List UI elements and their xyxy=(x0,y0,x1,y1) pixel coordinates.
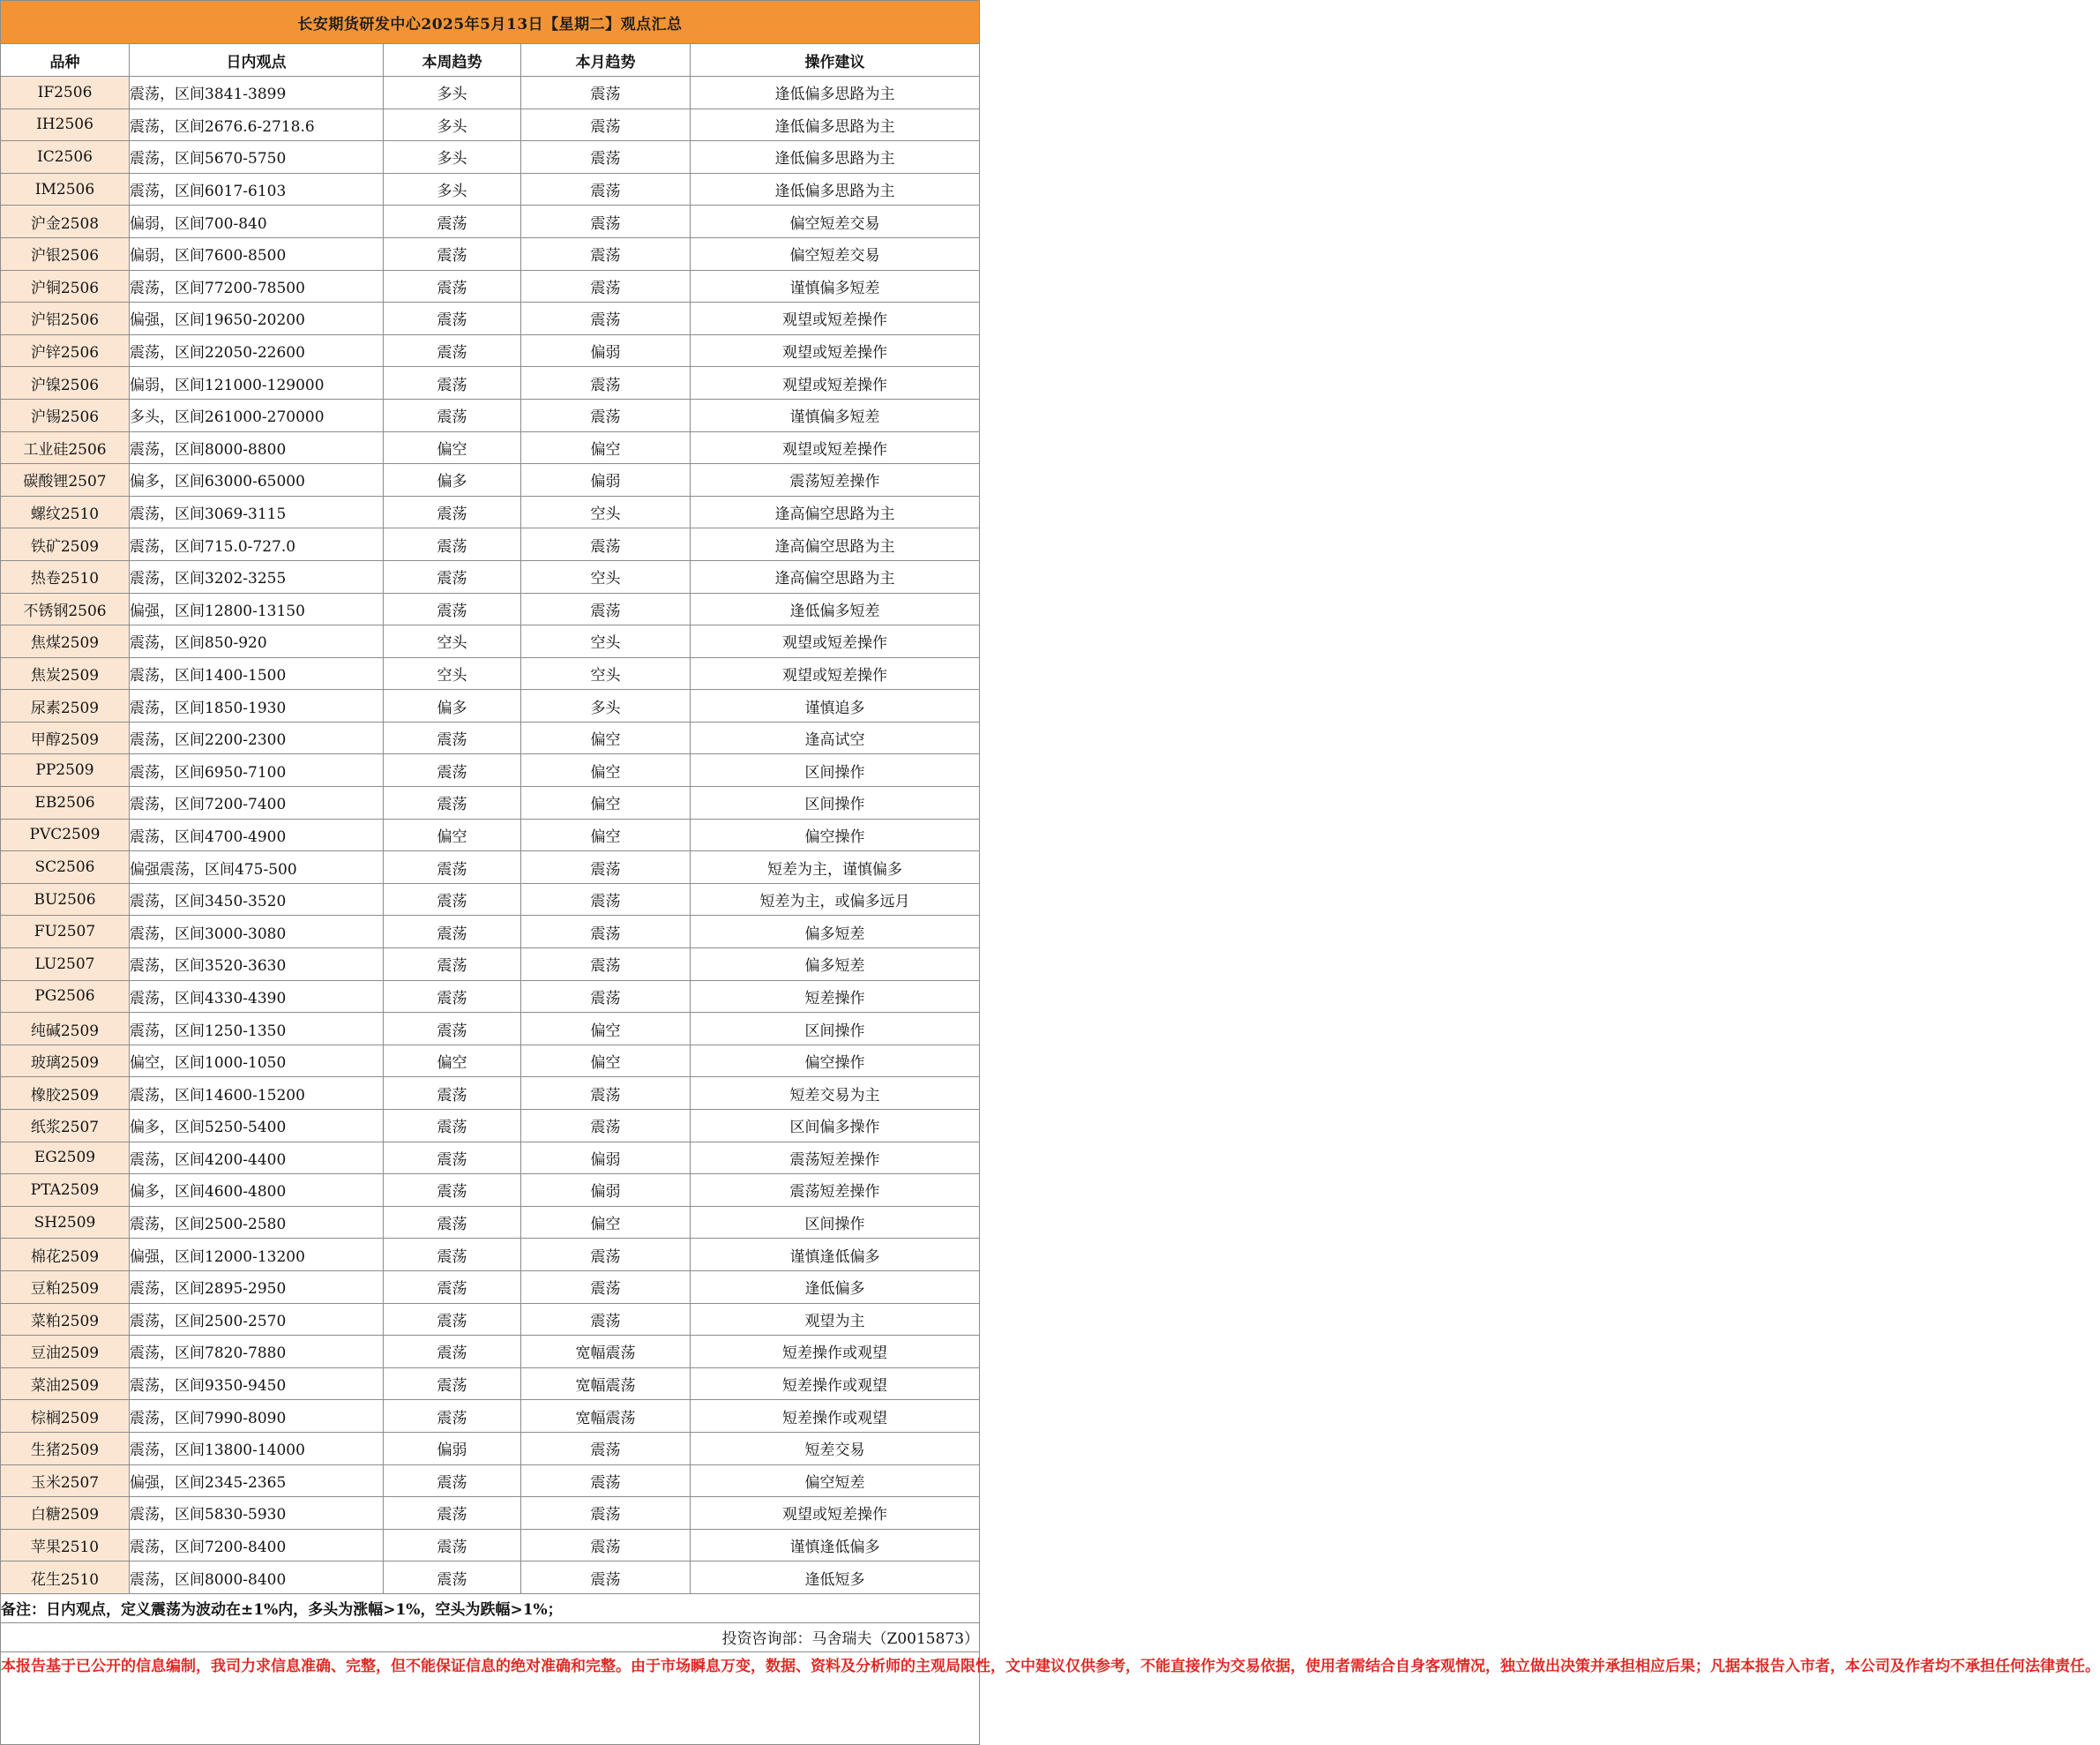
table-row xyxy=(1,851,980,884)
symbol-cell: 纯碱2509 xyxy=(1,1013,130,1045)
symbol-cell: 沪锌2506 xyxy=(1,334,130,367)
weekly-trend-cell: 震荡 xyxy=(384,1270,521,1303)
table-row xyxy=(1,1464,980,1497)
symbol-cell: IH2506 xyxy=(1,109,130,141)
advice-cell: 观望或短差操作 xyxy=(691,303,980,335)
symbol-cell: 苹果2510 xyxy=(1,1529,130,1562)
intraday-view-cell: 震荡，区间6017-6103 xyxy=(130,173,384,206)
intraday-view-cell: 偏多，区间5250-5400 xyxy=(130,1110,384,1142)
advice-cell: 观望或短差操作 xyxy=(691,625,980,658)
report-title: 长安期货研发中心2025年5月13日【星期二】观点汇总 xyxy=(1,1,980,44)
intraday-view-cell: 震荡，区间2200-2300 xyxy=(130,722,384,754)
table-row xyxy=(1,399,980,431)
table-row xyxy=(1,625,980,658)
column-header-intraday: 日内观点 xyxy=(130,44,384,77)
monthly-trend-cell: 震荡 xyxy=(521,528,691,561)
table-row xyxy=(1,1174,980,1207)
advice-cell: 区间偏多操作 xyxy=(691,1110,980,1142)
table-row xyxy=(1,1270,980,1303)
weekly-trend-cell: 偏多 xyxy=(384,690,521,723)
monthly-trend-cell: 多头 xyxy=(521,690,691,723)
monthly-trend-cell: 震荡 xyxy=(521,206,691,238)
weekly-trend-cell: 震荡 xyxy=(384,560,521,593)
intraday-view-cell: 震荡，区间715.0-727.0 xyxy=(130,528,384,561)
advice-cell: 逢低偏多思路为主 xyxy=(691,141,980,174)
monthly-trend-cell: 震荡 xyxy=(521,1110,691,1142)
advice-cell: 区间操作 xyxy=(691,787,980,820)
intraday-view-cell: 震荡，区间2676.6-2718.6 xyxy=(130,109,384,141)
weekly-trend-cell: 震荡 xyxy=(384,496,521,528)
advice-cell: 逢低短多 xyxy=(691,1562,980,1594)
symbol-cell: 沪银2506 xyxy=(1,237,130,270)
table-row xyxy=(1,77,980,109)
intraday-view-cell: 偏强，区间2345-2365 xyxy=(130,1464,384,1497)
advice-cell: 区间操作 xyxy=(691,1013,980,1045)
advice-cell: 观望为主 xyxy=(691,1303,980,1336)
weekly-trend-cell: 偏空 xyxy=(384,1045,521,1077)
advice-cell: 区间操作 xyxy=(691,1206,980,1239)
symbol-cell: SC2506 xyxy=(1,851,130,884)
monthly-trend-cell: 偏空 xyxy=(521,787,691,820)
intraday-view-cell: 偏强震荡，区间475-500 xyxy=(130,851,384,884)
monthly-trend-cell: 偏弱 xyxy=(521,464,691,497)
weekly-trend-cell: 空头 xyxy=(384,625,521,658)
intraday-view-cell: 震荡，区间77200-78500 xyxy=(130,270,384,303)
intraday-view-cell: 震荡，区间850-920 xyxy=(130,625,384,658)
advice-cell: 观望或短差操作 xyxy=(691,334,980,367)
intraday-view-cell: 偏空，区间1000-1050 xyxy=(130,1045,384,1077)
advice-cell: 偏多短差 xyxy=(691,948,980,981)
weekly-trend-cell: 震荡 xyxy=(384,334,521,367)
symbol-cell: 玻璃2509 xyxy=(1,1045,130,1077)
table-row xyxy=(1,980,980,1013)
table-row xyxy=(1,819,980,851)
advice-cell: 区间操作 xyxy=(691,754,980,787)
weekly-trend-cell: 震荡 xyxy=(384,1110,521,1142)
symbol-cell: 不锈钢2506 xyxy=(1,593,130,625)
symbol-cell: 沪铜2506 xyxy=(1,270,130,303)
advice-cell: 短差操作或观望 xyxy=(691,1400,980,1433)
table-row xyxy=(1,1142,980,1174)
note-row xyxy=(1,1593,980,1622)
weekly-trend-cell: 震荡 xyxy=(384,1142,521,1174)
advice-cell: 观望或短差操作 xyxy=(691,367,980,400)
column-header-weekly-trend: 本周趋势 xyxy=(384,44,521,77)
monthly-trend-cell: 震荡 xyxy=(521,1270,691,1303)
monthly-trend-cell: 震荡 xyxy=(521,1529,691,1562)
intraday-view-cell: 震荡，区间4700-4900 xyxy=(130,819,384,851)
intraday-view-cell: 震荡，区间4200-4400 xyxy=(130,1142,384,1174)
intraday-view-cell: 偏弱，区间700-840 xyxy=(130,206,384,238)
weekly-trend-cell: 震荡 xyxy=(384,1206,521,1239)
table-row xyxy=(1,1497,980,1530)
symbol-cell: EG2509 xyxy=(1,1142,130,1174)
monthly-trend-cell: 偏空 xyxy=(521,819,691,851)
symbol-cell: 白糖2509 xyxy=(1,1497,130,1530)
monthly-trend-cell: 宽幅震荡 xyxy=(521,1367,691,1400)
monthly-trend-cell: 偏空 xyxy=(521,754,691,787)
monthly-trend-cell: 震荡 xyxy=(521,77,691,109)
intraday-view-cell: 震荡，区间7820-7880 xyxy=(130,1336,384,1368)
table-row xyxy=(1,754,980,787)
table-row xyxy=(1,1110,980,1142)
table-row xyxy=(1,270,980,303)
weekly-trend-cell: 震荡 xyxy=(384,1400,521,1433)
advice-cell: 逢低偏多思路为主 xyxy=(691,109,980,141)
table-row xyxy=(1,1367,980,1400)
monthly-trend-cell: 震荡 xyxy=(521,1303,691,1336)
monthly-trend-cell: 偏空 xyxy=(521,431,691,464)
symbol-cell: PTA2509 xyxy=(1,1174,130,1207)
weekly-trend-cell: 震荡 xyxy=(384,1464,521,1497)
intraday-view-cell: 震荡，区间3841-3899 xyxy=(130,77,384,109)
table-row xyxy=(1,787,980,820)
weekly-trend-cell: 震荡 xyxy=(384,270,521,303)
symbol-cell: 沪镍2506 xyxy=(1,367,130,400)
symbol-cell: 棉花2509 xyxy=(1,1239,130,1271)
table-row xyxy=(1,1239,980,1271)
weekly-trend-cell: 震荡 xyxy=(384,1239,521,1271)
symbol-cell: LU2507 xyxy=(1,948,130,981)
table-row xyxy=(1,1206,980,1239)
monthly-trend-cell: 空头 xyxy=(521,657,691,690)
weekly-trend-cell: 偏多 xyxy=(384,464,521,497)
advice-cell: 偏多短差 xyxy=(691,916,980,948)
weekly-trend-cell: 震荡 xyxy=(384,1367,521,1400)
disclaimer-row xyxy=(1,1651,980,1744)
disclaimer-text: 本报告基于已公开的信息编制，我司力求信息准确、完整，但不能保证信息的绝对准确和完整。由于市场瞬息万变，数据、资料及分析师的主观局限性，文中建议仅供参考，不能直接作为交易依据，使用者需结合自身客观情况，独立做出决策并承担相应后果；凡据本报告入市者，本公司及作者均不承担任何法律责任。 xyxy=(1,1651,980,1744)
title-row xyxy=(1,1,980,44)
weekly-trend-cell: 震荡 xyxy=(384,237,521,270)
weekly-trend-cell: 震荡 xyxy=(384,1077,521,1110)
intraday-view-cell: 偏强，区间12000-13200 xyxy=(130,1239,384,1271)
symbol-cell: 菜油2509 xyxy=(1,1367,130,1400)
column-header-monthly-trend: 本月趋势 xyxy=(521,44,691,77)
intraday-view-cell: 震荡，区间4330-4390 xyxy=(130,980,384,1013)
advice-cell: 短差交易为主 xyxy=(691,1077,980,1110)
intraday-view-cell: 偏多，区间4600-4800 xyxy=(130,1174,384,1207)
table-row xyxy=(1,1562,980,1594)
intraday-view-cell: 震荡，区间22050-22600 xyxy=(130,334,384,367)
advice-cell: 逢高试空 xyxy=(691,722,980,754)
table-row xyxy=(1,141,980,174)
symbol-cell: 沪锡2506 xyxy=(1,399,130,431)
intraday-view-cell: 震荡，区间5670-5750 xyxy=(130,141,384,174)
advice-cell: 观望或短差操作 xyxy=(691,657,980,690)
table-row xyxy=(1,1045,980,1077)
table-row xyxy=(1,237,980,270)
table-row xyxy=(1,690,980,723)
monthly-trend-cell: 震荡 xyxy=(521,851,691,884)
intraday-view-cell: 震荡，区间6950-7100 xyxy=(130,754,384,787)
table-row xyxy=(1,1400,980,1433)
symbol-cell: 铁矿2509 xyxy=(1,528,130,561)
weekly-trend-cell: 震荡 xyxy=(384,787,521,820)
intraday-view-cell: 震荡，区间2500-2580 xyxy=(130,1206,384,1239)
monthly-trend-cell: 震荡 xyxy=(521,399,691,431)
weekly-trend-cell: 偏空 xyxy=(384,819,521,851)
column-header-symbol: 品种 xyxy=(1,44,130,77)
table-row xyxy=(1,528,980,561)
monthly-trend-cell: 震荡 xyxy=(521,593,691,625)
symbol-cell: 棕榈2509 xyxy=(1,1400,130,1433)
intraday-view-cell: 偏强，区间12800-13150 xyxy=(130,593,384,625)
advice-cell: 谨慎追多 xyxy=(691,690,980,723)
monthly-trend-cell: 空头 xyxy=(521,560,691,593)
advice-cell: 逢低偏多思路为主 xyxy=(691,173,980,206)
symbol-cell: 花生2510 xyxy=(1,1562,130,1594)
intraday-view-cell: 震荡，区间2895-2950 xyxy=(130,1270,384,1303)
table-row xyxy=(1,367,980,400)
intraday-view-cell: 偏多，区间63000-65000 xyxy=(130,464,384,497)
symbol-cell: PVC2509 xyxy=(1,819,130,851)
monthly-trend-cell: 震荡 xyxy=(521,1562,691,1594)
monthly-trend-cell: 震荡 xyxy=(521,1077,691,1110)
intraday-view-cell: 震荡，区间7200-8400 xyxy=(130,1529,384,1562)
monthly-trend-cell: 偏弱 xyxy=(521,1174,691,1207)
symbol-cell: SH2509 xyxy=(1,1206,130,1239)
intraday-view-cell: 震荡，区间5830-5930 xyxy=(130,1497,384,1530)
symbol-cell: BU2506 xyxy=(1,883,130,916)
intraday-view-cell: 震荡，区间3450-3520 xyxy=(130,883,384,916)
symbol-cell: 焦煤2509 xyxy=(1,625,130,658)
symbol-cell: 螺纹2510 xyxy=(1,496,130,528)
monthly-trend-cell: 震荡 xyxy=(521,1497,691,1530)
table-row xyxy=(1,173,980,206)
weekly-trend-cell: 震荡 xyxy=(384,1529,521,1562)
advice-cell: 震荡短差操作 xyxy=(691,1174,980,1207)
advice-cell: 短差操作 xyxy=(691,980,980,1013)
monthly-trend-cell: 震荡 xyxy=(521,270,691,303)
weekly-trend-cell: 震荡 xyxy=(384,593,521,625)
symbol-cell: 豆油2509 xyxy=(1,1336,130,1368)
table-row xyxy=(1,657,980,690)
weekly-trend-cell: 震荡 xyxy=(384,851,521,884)
weekly-trend-cell: 震荡 xyxy=(384,1336,521,1368)
weekly-trend-cell: 震荡 xyxy=(384,916,521,948)
weekly-trend-cell: 多头 xyxy=(384,173,521,206)
advice-cell: 偏空操作 xyxy=(691,819,980,851)
weekly-trend-cell: 震荡 xyxy=(384,528,521,561)
intraday-view-cell: 震荡，区间13800-14000 xyxy=(130,1432,384,1464)
weekly-trend-cell: 多头 xyxy=(384,77,521,109)
weekly-trend-cell: 震荡 xyxy=(384,1562,521,1594)
weekly-trend-cell: 震荡 xyxy=(384,303,521,335)
note-text: 备注：日内观点，定义震荡为波动在±1%内，多头为涨幅>1%，空头为跌幅>1%； xyxy=(1,1593,980,1622)
table-row xyxy=(1,1432,980,1464)
contact-row xyxy=(1,1622,980,1651)
weekly-trend-cell: 震荡 xyxy=(384,1013,521,1045)
table-row xyxy=(1,109,980,141)
intraday-view-cell: 偏弱，区间121000-129000 xyxy=(130,367,384,400)
monthly-trend-cell: 偏空 xyxy=(521,1045,691,1077)
monthly-trend-cell: 震荡 xyxy=(521,1464,691,1497)
monthly-trend-cell: 震荡 xyxy=(521,883,691,916)
intraday-view-cell: 震荡，区间14600-15200 xyxy=(130,1077,384,1110)
table-row xyxy=(1,303,980,335)
monthly-trend-cell: 震荡 xyxy=(521,1432,691,1464)
monthly-trend-cell: 宽幅震荡 xyxy=(521,1400,691,1433)
intraday-view-cell: 震荡，区间3202-3255 xyxy=(130,560,384,593)
monthly-trend-cell: 偏空 xyxy=(521,1013,691,1045)
contact-text: 投资咨询部：马舍瑞夫（Z0015873） xyxy=(1,1622,980,1651)
symbol-cell: 生猪2509 xyxy=(1,1432,130,1464)
advice-cell: 谨慎偏多短差 xyxy=(691,270,980,303)
symbol-cell: 沪铝2506 xyxy=(1,303,130,335)
table-row xyxy=(1,1336,980,1368)
intraday-view-cell: 震荡，区间2500-2570 xyxy=(130,1303,384,1336)
weekly-trend-cell: 空头 xyxy=(384,657,521,690)
monthly-trend-cell: 偏空 xyxy=(521,1206,691,1239)
monthly-trend-cell: 震荡 xyxy=(521,303,691,335)
weekly-trend-cell: 偏空 xyxy=(384,431,521,464)
intraday-view-cell: 偏弱，区间7600-8500 xyxy=(130,237,384,270)
monthly-trend-cell: 震荡 xyxy=(521,916,691,948)
table-row xyxy=(1,1013,980,1045)
symbol-cell: 纸浆2507 xyxy=(1,1110,130,1142)
table-row xyxy=(1,1303,980,1336)
symbol-cell: 工业硅2506 xyxy=(1,431,130,464)
symbol-cell: 热卷2510 xyxy=(1,560,130,593)
table-row xyxy=(1,948,980,981)
symbol-cell: EB2506 xyxy=(1,787,130,820)
table-row xyxy=(1,722,980,754)
intraday-view-cell: 震荡，区间1250-1350 xyxy=(130,1013,384,1045)
symbol-cell: 玉米2507 xyxy=(1,1464,130,1497)
monthly-trend-cell: 震荡 xyxy=(521,237,691,270)
weekly-trend-cell: 震荡 xyxy=(384,980,521,1013)
header-row xyxy=(1,44,980,77)
monthly-trend-cell: 偏弱 xyxy=(521,334,691,367)
monthly-trend-cell: 震荡 xyxy=(521,367,691,400)
weekly-trend-cell: 震荡 xyxy=(384,399,521,431)
monthly-trend-cell: 震荡 xyxy=(521,980,691,1013)
monthly-trend-cell: 偏空 xyxy=(521,722,691,754)
intraday-view-cell: 震荡，区间3000-3080 xyxy=(130,916,384,948)
weekly-trend-cell: 震荡 xyxy=(384,206,521,238)
advice-cell: 谨慎逢低偏多 xyxy=(691,1239,980,1271)
monthly-trend-cell: 震荡 xyxy=(521,141,691,174)
monthly-trend-cell: 震荡 xyxy=(521,173,691,206)
monthly-trend-cell: 空头 xyxy=(521,625,691,658)
table-row xyxy=(1,1529,980,1562)
weekly-trend-cell: 震荡 xyxy=(384,1174,521,1207)
table-row xyxy=(1,334,980,367)
symbol-cell: IM2506 xyxy=(1,173,130,206)
monthly-trend-cell: 震荡 xyxy=(521,948,691,981)
table-row xyxy=(1,593,980,625)
weekly-trend-cell: 震荡 xyxy=(384,1497,521,1530)
advice-cell: 逢低偏多短差 xyxy=(691,593,980,625)
advice-cell: 短差操作或观望 xyxy=(691,1336,980,1368)
symbol-cell: FU2507 xyxy=(1,916,130,948)
weekly-trend-cell: 震荡 xyxy=(384,367,521,400)
intraday-view-cell: 震荡，区间1400-1500 xyxy=(130,657,384,690)
symbol-cell: 豆粕2509 xyxy=(1,1270,130,1303)
symbol-cell: 橡胶2509 xyxy=(1,1077,130,1110)
symbol-cell: 甲醇2509 xyxy=(1,722,130,754)
advice-cell: 谨慎偏多短差 xyxy=(691,399,980,431)
advice-cell: 观望或短差操作 xyxy=(691,1497,980,1530)
weekly-trend-cell: 震荡 xyxy=(384,948,521,981)
table-row xyxy=(1,206,980,238)
monthly-trend-cell: 宽幅震荡 xyxy=(521,1336,691,1368)
advice-cell: 逢高偏空思路为主 xyxy=(691,560,980,593)
symbol-cell: 沪金2508 xyxy=(1,206,130,238)
symbol-cell: PG2506 xyxy=(1,980,130,1013)
weekly-trend-cell: 震荡 xyxy=(384,883,521,916)
advice-cell: 震荡短差操作 xyxy=(691,1142,980,1174)
advice-cell: 短差交易 xyxy=(691,1432,980,1464)
advice-cell: 逢高偏空思路为主 xyxy=(691,496,980,528)
advice-cell: 逢低偏多 xyxy=(691,1270,980,1303)
weekly-trend-cell: 多头 xyxy=(384,141,521,174)
weekly-trend-cell: 偏弱 xyxy=(384,1432,521,1464)
table-row xyxy=(1,560,980,593)
monthly-trend-cell: 偏弱 xyxy=(521,1142,691,1174)
intraday-view-cell: 震荡，区间1850-1930 xyxy=(130,690,384,723)
symbol-cell: 尿素2509 xyxy=(1,690,130,723)
advice-cell: 短差为主，谨慎偏多 xyxy=(691,851,980,884)
intraday-view-cell: 震荡，区间9350-9450 xyxy=(130,1367,384,1400)
symbol-cell: IF2506 xyxy=(1,77,130,109)
table-row xyxy=(1,496,980,528)
advice-cell: 逢高偏空思路为主 xyxy=(691,528,980,561)
monthly-trend-cell: 震荡 xyxy=(521,109,691,141)
table-row xyxy=(1,883,980,916)
advice-cell: 逢低偏多思路为主 xyxy=(691,77,980,109)
intraday-view-cell: 震荡，区间3520-3630 xyxy=(130,948,384,981)
weekly-trend-cell: 多头 xyxy=(384,109,521,141)
advice-cell: 偏空短差 xyxy=(691,1464,980,1497)
intraday-view-cell: 震荡，区间7990-8090 xyxy=(130,1400,384,1433)
advice-cell: 偏空操作 xyxy=(691,1045,980,1077)
symbol-cell: 焦炭2509 xyxy=(1,657,130,690)
weekly-trend-cell: 震荡 xyxy=(384,722,521,754)
column-header-advice: 操作建议 xyxy=(691,44,980,77)
table-row xyxy=(1,431,980,464)
intraday-view-cell: 震荡，区间7200-7400 xyxy=(130,787,384,820)
weekly-trend-cell: 震荡 xyxy=(384,1303,521,1336)
advice-cell: 短差操作或观望 xyxy=(691,1367,980,1400)
monthly-trend-cell: 空头 xyxy=(521,496,691,528)
table-row xyxy=(1,464,980,497)
intraday-view-cell: 震荡，区间3069-3115 xyxy=(130,496,384,528)
table-row xyxy=(1,1077,980,1110)
symbol-cell: PP2509 xyxy=(1,754,130,787)
intraday-view-cell: 震荡，区间8000-8400 xyxy=(130,1562,384,1594)
symbol-cell: 碳酸锂2507 xyxy=(1,464,130,497)
intraday-view-cell: 多头，区间261000-270000 xyxy=(130,399,384,431)
advice-cell: 谨慎逢低偏多 xyxy=(691,1529,980,1562)
advice-cell: 短差为主，或偏多远月 xyxy=(691,883,980,916)
advice-cell: 震荡短差操作 xyxy=(691,464,980,497)
symbol-cell: 菜粕2509 xyxy=(1,1303,130,1336)
intraday-view-cell: 偏强，区间19650-20200 xyxy=(130,303,384,335)
intraday-view-cell: 震荡，区间8000-8800 xyxy=(130,431,384,464)
monthly-trend-cell: 震荡 xyxy=(521,1239,691,1271)
advice-cell: 观望或短差操作 xyxy=(691,431,980,464)
table-row xyxy=(1,916,980,948)
symbol-cell: IC2506 xyxy=(1,141,130,174)
advice-cell: 偏空短差交易 xyxy=(691,237,980,270)
advice-cell: 偏空短差交易 xyxy=(691,206,980,238)
weekly-trend-cell: 震荡 xyxy=(384,754,521,787)
